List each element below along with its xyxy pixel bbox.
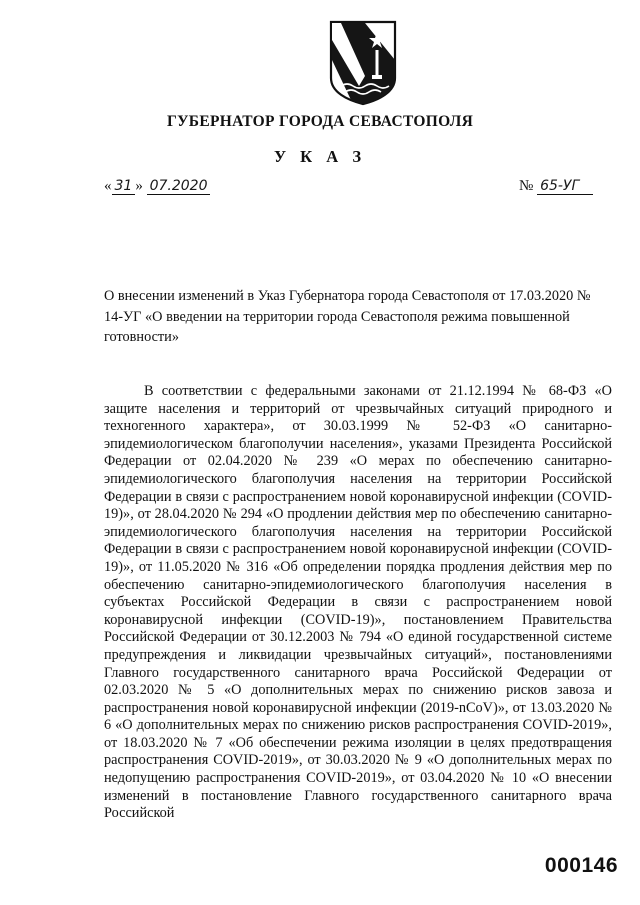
document-type-title: У К А З bbox=[273, 147, 367, 166]
date-open-quote: « bbox=[104, 178, 112, 194]
document-date bbox=[104, 178, 210, 195]
date-month-year: 07.2020 bbox=[147, 178, 211, 195]
number-sign: № bbox=[519, 178, 534, 194]
decree-subject: О внесении изменений в Указ Губернатора города Севастополя от 17.03.2020 № 14-УГ «О введении на территории города Севастополя режима повышенной готовности» bbox=[104, 288, 591, 345]
decree-preamble: В соответствии с федеральными законами от 21.12.1994 № 68-ФЗ «О защите населения и территорий от чрезвычайных ситуаций природного и техногенного характера», от 30.03.1999 № 52-ФЗ «О санитарно-эпидемиологическом благополучии населения», указами Президента Российской Федерации от 02.04.2020 № 239 «О мерах по обеспечению санитарно-эпидемиологического благополучия населения на территории Российской Федерации в связи с распространением новой коронавирусной инфекции (COVID-19)», от 28.04.2020 № 294 «О продлении действия мер по обеспечению санитарно-эпидемиологического благополучия населения на территории Российской Федерации в связи с распространением новой коронавирусной инфекции (COVID-19)», от 11.05.2020 № 316 «Об определении порядка продления действия мер по обеспечению санитарно-эпидемиологического благополучия населения в субъектах Российской Федерации в связи с распространением новой коронавирусной инфекции (COVID-19)», постановлением Правительства Российской Федерации от 30.12.2003 № 794 «О единой государственной системе предупреждения и ликвидации чрезвычайных ситуаций», постановлениями Главного государственного санитарного врача Российской Федерации от 02.03.2020 № 5 «О дополнительных мерах по снижению рисков завоза и распространения новой коронавирусной инфекции (2019-nCoV)», от 13.03.2020 № 6 «О дополнительных мерах по снижению рисков распространения COVID-2019», от 18.03.2020 № 7 «Об обеспечении режима изоляции в целях предотвращения распространения COVID-2019», от 30.03.2020 № 9 «О дополнительных мерах по недопущению распространения COVID-2019», от 03.04.2020 № 10 «О внесении изменений в постановление Главного государственного санитарного врача Российской bbox=[104, 383, 612, 822]
issuing-authority: ГУБЕРНАТОР ГОРОДА СЕВАСТОПОЛЯ bbox=[166, 113, 474, 130]
page-serial-number: 000146 bbox=[544, 854, 618, 877]
number-value: 65-УГ bbox=[537, 178, 593, 195]
sevastopol-coat-of-arms-icon bbox=[329, 20, 397, 106]
date-close-quote: » bbox=[135, 178, 143, 194]
date-day: 31 bbox=[112, 178, 136, 195]
document-number bbox=[519, 178, 593, 195]
